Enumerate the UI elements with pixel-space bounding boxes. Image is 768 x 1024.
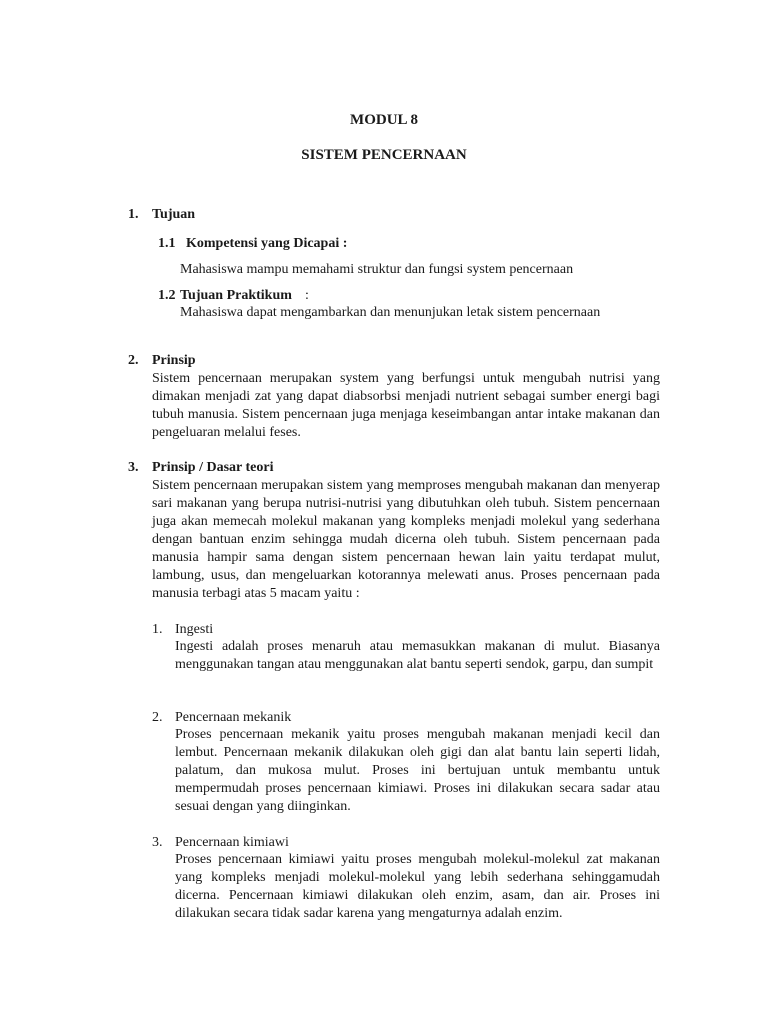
section-1-number: 1. bbox=[128, 207, 139, 222]
list-item-text: Ingesti adalah proses menaruh atau memasukkan makanan di mulut. Biasanya menggunakan tangan atau menggunakan alat bantu seperti sendok, garpu, dan sumpit bbox=[175, 639, 660, 672]
list-item-text: Proses pencernaan mekanik yaitu proses mengubah makanan menjadi kecil dan lembut. Pencernaan mekanik dilakukan oleh gigi dan alat bantu lain seperti lidah, palatum, dan mukosa mulut. Proses ini bertujuan untuk membantu untuk mempermudah proses pencernaan kimiawi. Proses ini dilakukan secara sadar atau sesuai dengan yang diinginkan. bbox=[175, 727, 660, 814]
subsection-1-1-text: Mahasiswa mampu memahami struktur dan fungsi system pencernaan bbox=[180, 262, 574, 277]
module-title: MODUL 8 bbox=[350, 112, 418, 128]
section-1-title: Tujuan bbox=[152, 207, 196, 222]
section-3-number: 3. bbox=[128, 460, 139, 475]
subsection-1-1-number: 1.1 bbox=[158, 236, 176, 251]
subsection-1-2-text: Mahasiswa dapat mengambarkan dan menunjukan letak sistem pencernaan bbox=[180, 305, 601, 320]
list-item-title: Pencernaan kimiawi bbox=[175, 835, 289, 850]
list-item-title: Ingesti bbox=[175, 622, 214, 637]
subsection-1-2-title: Tujuan Praktikum bbox=[180, 288, 292, 303]
section-3-title: Prinsip / Dasar teori bbox=[152, 460, 274, 475]
subsection-1-1-title: Kompetensi yang Dicapai : bbox=[186, 236, 348, 251]
section-3-paragraph: Sistem pencernaan merupakan sistem yang memproses mengubah makanan dan menyerap sari makanan yang berupa nutrisi-nutrisi yang dibutuhkan oleh tubuh. Sistem pencernaan juga akan memecah molekul makanan yang kompleks menjadi molekul yang sederhana dengan bantuan enzim sehingga mudah dicerna oleh tubuh. Sistem pencernaan pada manusia hampir sama dengan sistem pencernaan hewan lain yaitu terdapat mulut, lambung, usus, dan mengeluarkan kotorannya melewati anus. Proses pencernaan pada manusia terbagi atas 5 macam yaitu : bbox=[152, 478, 660, 601]
subsection-1-2-number: 1.2 bbox=[158, 288, 176, 303]
list-item-text: Proses pencernaan kimiawi yaitu proses mengubah molekul-molekul zat makanan yang kompleks menjadi molekul-molekul yang lebih sederhana sehinggamudah dicerna. Pencernaan kimiawi dilakukan oleh enzim, asam, dan air. Proses ini dilakukan secara tidak sadar karena yang mengaturnya adalah enzim. bbox=[175, 852, 660, 921]
document-subtitle: SISTEM PENCERNAAN bbox=[301, 147, 467, 163]
section-2-number: 2. bbox=[128, 353, 139, 368]
section-2-title: Prinsip bbox=[152, 353, 196, 368]
subsection-1-2-colon: : bbox=[305, 288, 309, 303]
list-item-number: 2. bbox=[152, 710, 163, 725]
list-item-number: 1. bbox=[152, 622, 163, 637]
section-2-paragraph: Sistem pencernaan merupakan system yang berfungsi untuk mengubah nutrisi yang dimakan menjadi zat yang dapat diabsorbsi menjadi nutrient sebagai sumber energi bagi tubuh manusia. Sistem pencernaan juga menjaga keseimbangan antar intake makanan dan pengeluaran melalui feses. bbox=[152, 371, 660, 440]
list-item-number: 3. bbox=[152, 835, 163, 850]
list-item-title: Pencernaan mekanik bbox=[175, 710, 292, 725]
